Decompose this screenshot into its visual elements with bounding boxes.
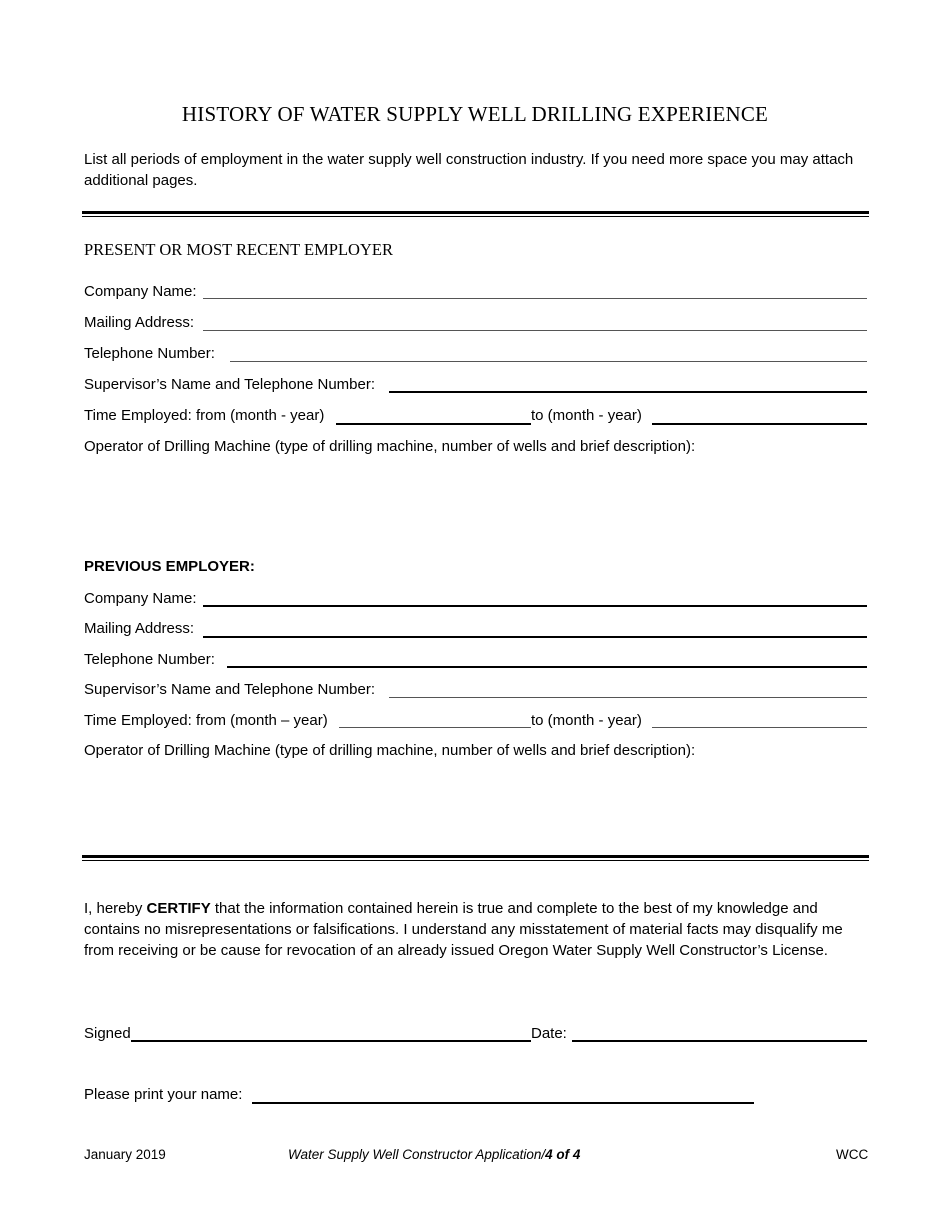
previous-mailing-field[interactable] [203, 636, 867, 638]
present-supervisor-field[interactable] [389, 391, 867, 393]
present-supervisor-label: Supervisor’s Name and Telephone Number: [84, 376, 375, 393]
present-operator-label: Operator of Drilling Machine (type of drilling machine, number of wells and brief description): [84, 438, 696, 455]
intro-text: List all periods of employment in the water supply well construction industry. If you need more space you may attach additional pages. [84, 151, 854, 189]
previous-time-from-label: Time Employed: from (month – year) [84, 712, 328, 729]
section-divider-top [82, 211, 869, 217]
page-title: HISTORY OF WATER SUPPLY WELL DRILLING EXPERIENCE [181, 102, 769, 126]
present-time-from-field[interactable] [336, 423, 531, 425]
present-time-to-field[interactable] [652, 423, 867, 425]
footer-title [288, 1147, 580, 1162]
signed-label: Signed [84, 1025, 131, 1042]
present-phone-field[interactable] [230, 361, 867, 362]
present-company-label: Company Name: [84, 283, 197, 300]
certify-bold: CERTIFY [146, 900, 211, 917]
present-mailing-label: Mailing Address: [84, 314, 195, 331]
previous-operator-area[interactable] [84, 766, 867, 846]
previous-company-field[interactable] [203, 605, 867, 607]
footer-page-number: 4 of 4 [545, 1147, 581, 1162]
previous-employer-heading: PREVIOUS EMPLOYER: [84, 558, 255, 575]
signature-field[interactable] [131, 1040, 531, 1042]
previous-phone-label: Telephone Number: [84, 651, 215, 668]
previous-time-from-field[interactable] [339, 727, 531, 728]
date-field[interactable] [572, 1040, 867, 1042]
certify-rest: that the information contained herein is true and complete to the best of my knowledge and contains no misrepresentations or falsifications. I understand any misstatement of material facts may disqualify me from receiving or be cause for revocation of an already issued Oregon Water Supply Well Constructor’s License. [84, 900, 843, 959]
previous-supervisor-label: Supervisor’s Name and Telephone Number: [84, 681, 375, 698]
footer-code: WCC [836, 1147, 869, 1162]
certify-prefix: I, hereby [84, 900, 147, 917]
present-time-to-label: to (month - year) [531, 407, 642, 424]
previous-operator-label: Operator of Drilling Machine (type of drilling machine, number of wells and brief description): [84, 742, 696, 759]
print-name-field[interactable] [252, 1102, 754, 1104]
print-name-label: Please print your name: [84, 1086, 243, 1103]
footer-title-italic: Water Supply Well Constructor Application/ [288, 1147, 546, 1162]
present-company-field[interactable] [203, 298, 867, 299]
section-divider-bottom [82, 855, 869, 861]
footer-date: January 2019 [84, 1147, 166, 1162]
previous-mailing-label: Mailing Address: [84, 620, 195, 637]
present-time-from-label: Time Employed: from (month - year) [84, 407, 325, 424]
present-mailing-field[interactable] [203, 330, 867, 331]
previous-time-to-field[interactable] [652, 727, 867, 728]
date-label: Date: [531, 1025, 567, 1042]
certification-text [84, 898, 869, 961]
present-operator-area[interactable] [84, 462, 867, 542]
previous-phone-field[interactable] [227, 666, 867, 668]
present-employer-heading: PRESENT OR MOST RECENT EMPLOYER [84, 240, 393, 259]
present-phone-label: Telephone Number: [84, 345, 215, 362]
previous-time-to-label: to (month - year) [531, 712, 642, 729]
previous-supervisor-field[interactable] [389, 697, 867, 698]
previous-company-label: Company Name: [84, 590, 197, 607]
